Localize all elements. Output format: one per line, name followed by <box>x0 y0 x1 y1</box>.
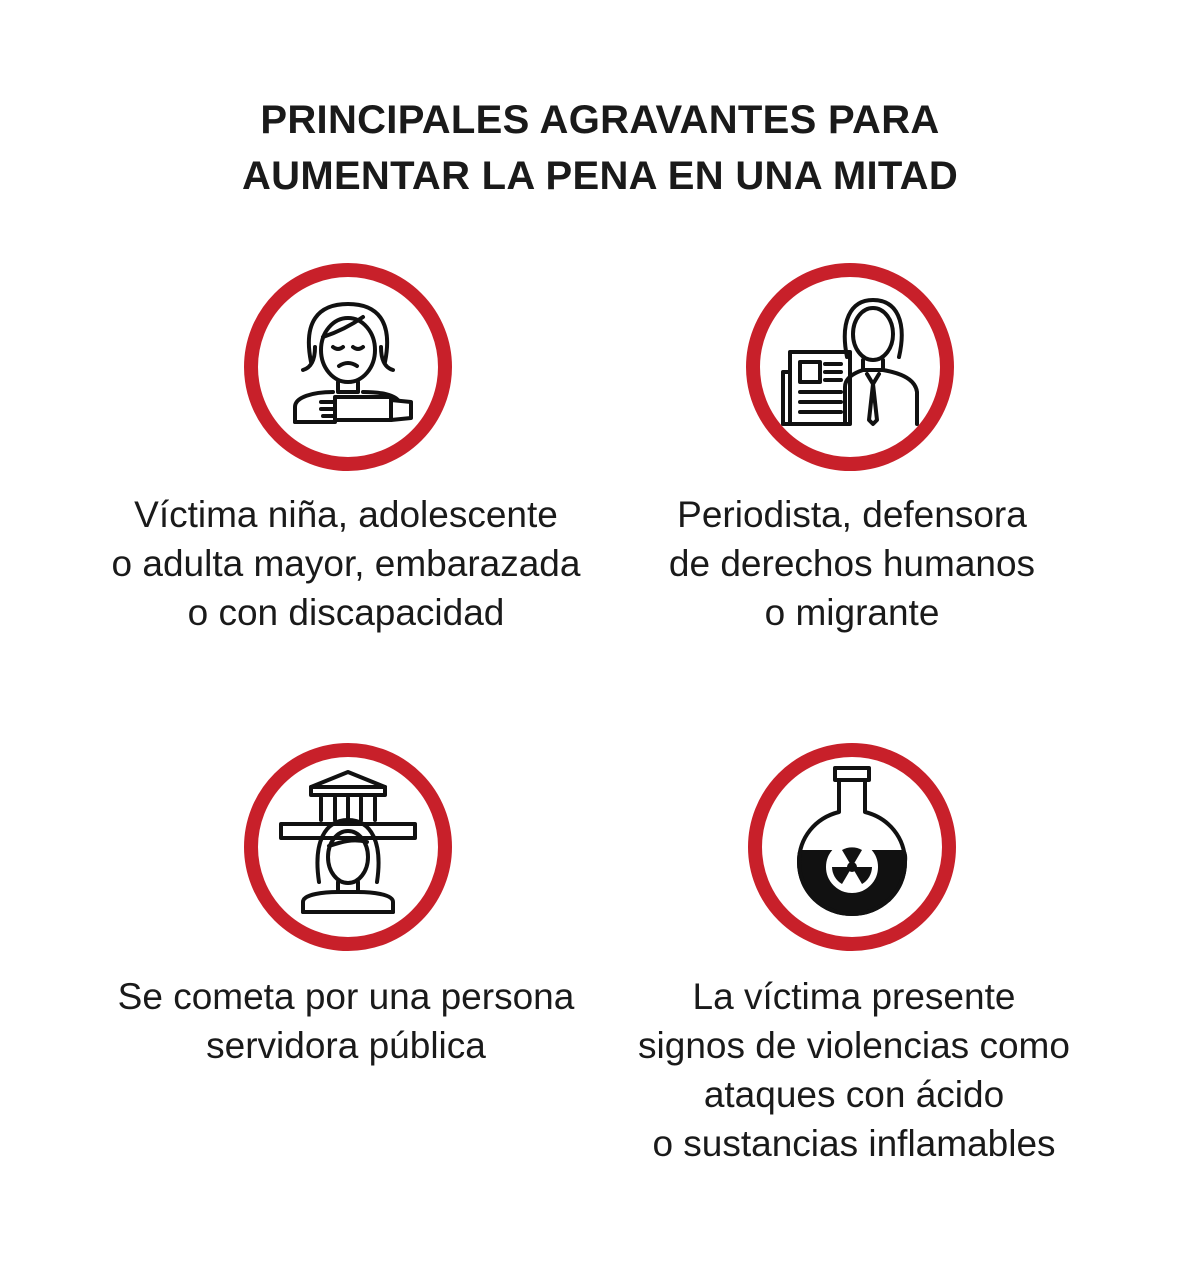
caption-4-line-2: signos de violencias como <box>638 1025 1070 1066</box>
public-servant-building-icon <box>243 742 453 952</box>
caption-3-line-1: Se cometa por una persona <box>117 976 575 1017</box>
caption-2-line-1: Periodista, defensora <box>677 494 1027 535</box>
caption-1-line-1: Víctima niña, adolescente <box>134 494 558 535</box>
caption-2-line-2: de derechos humanos <box>668 543 1036 584</box>
journalist-newspaper-icon <box>745 262 955 472</box>
caption-3 <box>66 972 626 1070</box>
caption-3-line-2: servidora pública <box>206 1025 486 1066</box>
caption-4-line-3: ataques con ácido <box>703 1074 1005 1115</box>
caption-4 <box>574 972 1134 1168</box>
caption-1 <box>66 490 626 637</box>
caption-1-line-2: o adulta mayor, embarazada <box>111 543 581 584</box>
radioactive-flask-icon <box>747 742 957 952</box>
title-line-1: PRINCIPALES AGRAVANTES PARA <box>260 98 940 142</box>
caption-2-line-3: o migrante <box>764 592 940 633</box>
page-title <box>0 92 1200 204</box>
caption-4-line-1: La víctima presente <box>692 976 1016 1017</box>
caption-1-line-3: o con discapacidad <box>187 592 505 633</box>
title-line-2: AUMENTAR LA PENA EN UNA MITAD <box>241 154 959 198</box>
caption-2 <box>572 490 1132 637</box>
caption-4-line-4: o sustancias inflamables <box>652 1123 1056 1164</box>
sad-girl-hand-icon <box>243 262 453 472</box>
